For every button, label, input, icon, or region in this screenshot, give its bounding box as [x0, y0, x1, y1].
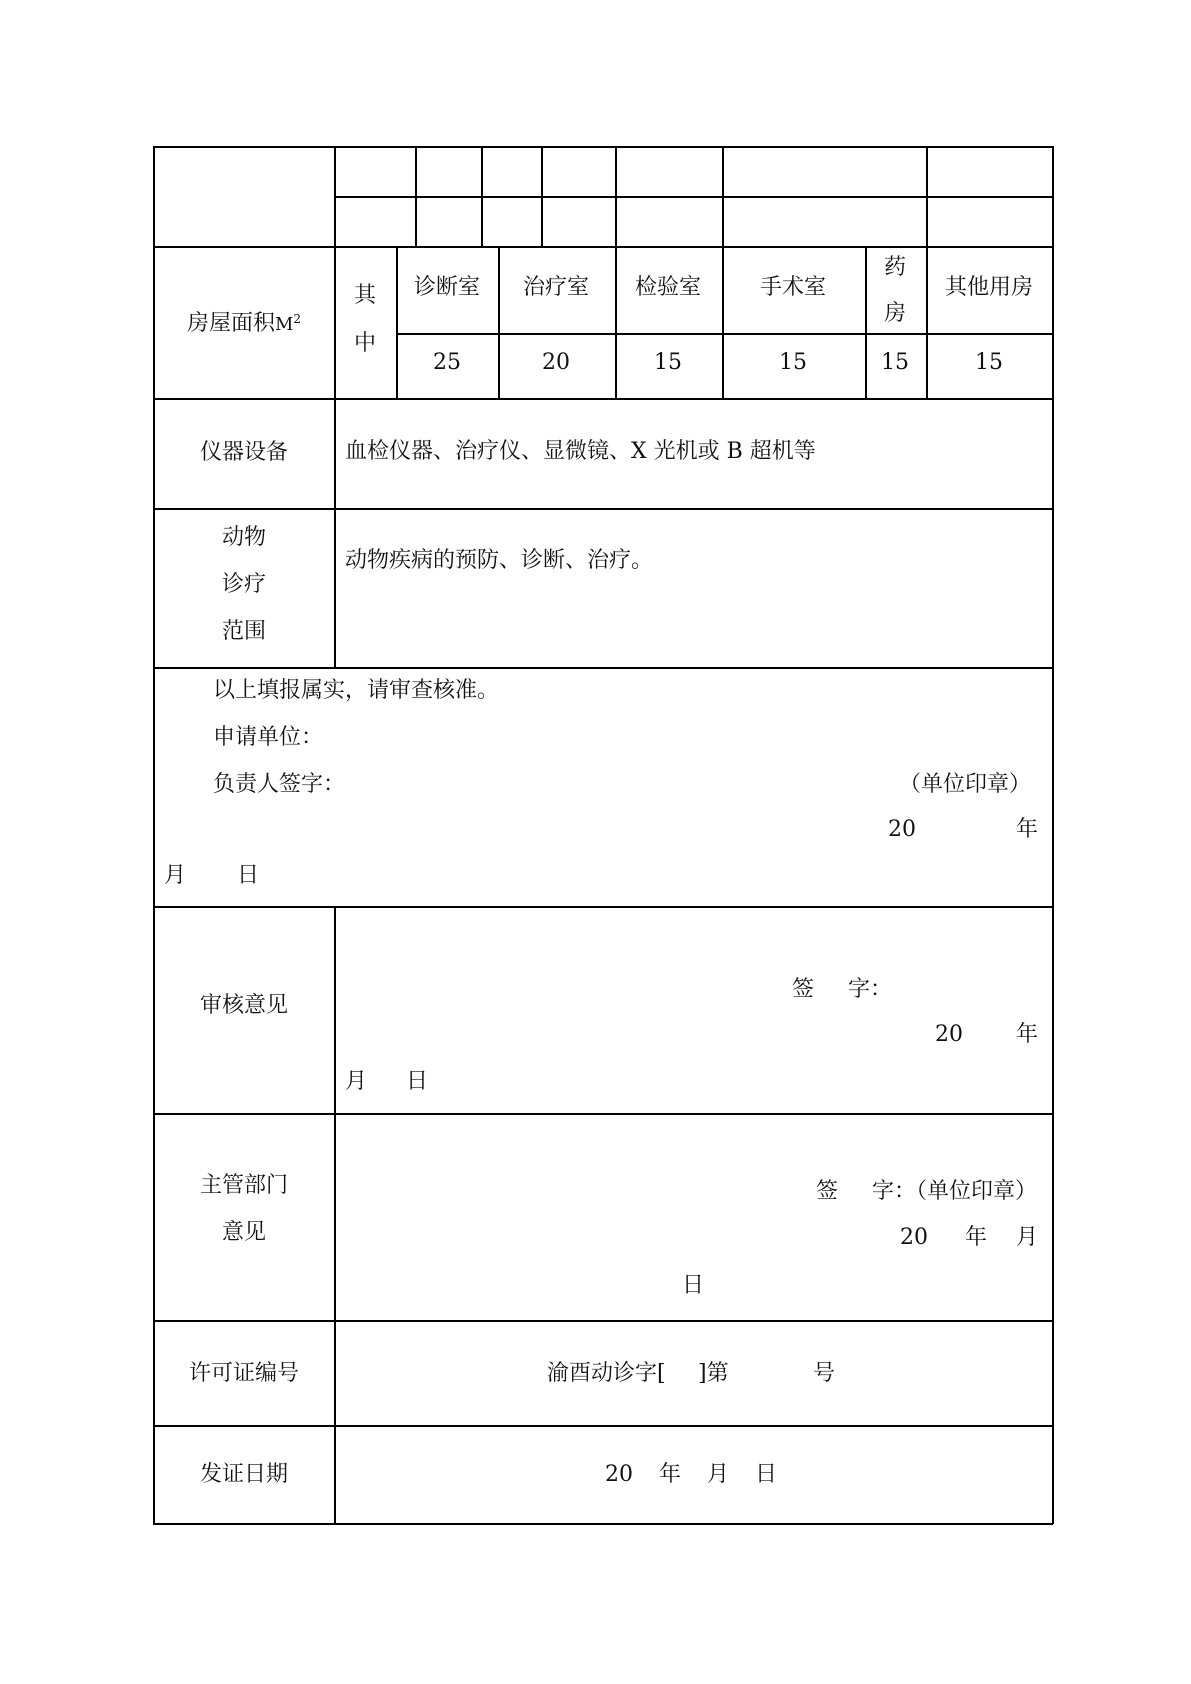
- scope-label-line2: 诊疗: [221, 572, 267, 597]
- scope-label-line3: 范围: [221, 619, 267, 644]
- table-border-left: [153, 146, 155, 1524]
- scope-row-top-line: [153, 508, 1053, 510]
- top-grid-line-6: [926, 146, 928, 246]
- authority-label-line1: 主管部门: [199, 1173, 289, 1198]
- room-header-diagnosis: 诊断室: [413, 275, 481, 300]
- area-col-line-2: [615, 246, 617, 398]
- area-col-line-4: [865, 246, 867, 398]
- area-unit-text: M: [274, 314, 294, 335]
- room-header-laboratory: 检验室: [634, 275, 702, 300]
- top-grid-line-2: [481, 146, 483, 246]
- equipment-row-top-line: [153, 398, 1053, 400]
- review-month: 月: [344, 1069, 368, 1094]
- authority-day: 日: [681, 1273, 705, 1298]
- issue-date-day: 日: [754, 1462, 778, 1487]
- area-col-line-3: [722, 246, 724, 398]
- top-grid-line-1: [415, 146, 417, 246]
- review-sign-suffix: 字：: [848, 977, 893, 1002]
- top-grid-line-5: [722, 146, 724, 246]
- area-col-line-1: [498, 246, 500, 398]
- room-value-diagnosis: 25: [433, 350, 461, 375]
- top-grid-mid-line: [334, 196, 1053, 198]
- declaration-year-prefix: 20: [888, 817, 916, 842]
- label-column-line-lower: [334, 906, 336, 1524]
- area-qi-char: 其: [353, 283, 377, 308]
- equipment-label: 仪器设备: [199, 440, 289, 465]
- top-grid-line-4: [615, 146, 617, 246]
- authority-sign-suffix: 字：（单位印章）: [872, 1179, 1038, 1204]
- area-label: [187, 305, 301, 339]
- authority-sign-char: 签: [815, 1179, 839, 1204]
- area-row-top-line: [153, 246, 1053, 248]
- declaration-responsible-signature: 负责人签字：: [213, 772, 346, 797]
- issue-date-month: 月: [706, 1462, 730, 1487]
- equipment-value: 血检仪器、治疗仪、显微镜、X 光机或 B 超机等: [345, 439, 816, 464]
- review-sign-char: 签: [791, 977, 815, 1002]
- permit-application-form: [153, 146, 1053, 1523]
- date-row-top-line: [153, 1425, 1053, 1427]
- license-suffix: 号: [813, 1361, 836, 1386]
- room-header-treatment: 治疗室: [522, 275, 590, 300]
- issue-date-year-prefix: 20: [605, 1462, 633, 1487]
- declaration-month: 月: [163, 863, 187, 888]
- authority-month: 月: [1015, 1225, 1039, 1250]
- room-value-treatment: 20: [542, 350, 570, 375]
- review-year: 年: [1015, 1022, 1039, 1047]
- area-zhong-char: 中: [353, 331, 377, 356]
- scope-label-line1: 动物: [221, 525, 267, 550]
- room-header-other: 其他用房: [944, 275, 1034, 300]
- review-day: 日: [405, 1069, 429, 1094]
- scope-value: 动物疾病的预防、诊断、治疗。: [345, 548, 654, 573]
- area-qizhong-line: [396, 246, 398, 398]
- declaration-applicant-unit: 申请单位：: [213, 725, 324, 750]
- authority-year-prefix: 20: [900, 1225, 928, 1250]
- room-value-laboratory: 15: [654, 350, 682, 375]
- room-value-surgery: 15: [779, 350, 807, 375]
- authority-row-top-line: [153, 1113, 1053, 1115]
- license-prefix: 渝酉动诊字[: [547, 1361, 666, 1386]
- table-border-right: [1052, 146, 1054, 1524]
- declaration-year: 年: [1015, 817, 1039, 842]
- room-header-pharmacy-top: 药: [883, 255, 907, 280]
- license-row-top-line: [153, 1320, 1053, 1322]
- declaration-seal: （单位印章）: [898, 772, 1031, 797]
- room-value-other: 15: [975, 350, 1003, 375]
- room-header-pharmacy-bottom: 房: [883, 301, 907, 326]
- review-label: 审核意见: [199, 993, 289, 1018]
- label-column-line-upper: [334, 146, 336, 668]
- area-subrow-line: [396, 333, 1053, 335]
- table-border-bottom: [153, 1523, 1053, 1525]
- declaration-row-top-line: [153, 667, 1053, 669]
- area-unit-superscript: 2: [293, 312, 302, 326]
- authority-label-line2: 意见: [221, 1220, 267, 1245]
- room-value-pharmacy: 15: [881, 350, 909, 375]
- declaration-statement: 以上填报属实，请审查核准。: [213, 678, 500, 703]
- license-bracket-close: ]第: [698, 1361, 729, 1386]
- top-grid-line-3: [541, 146, 543, 246]
- area-label-text: 房屋面积: [186, 311, 275, 336]
- review-year-prefix: 20: [935, 1022, 963, 1047]
- room-header-surgery: 手术室: [759, 275, 827, 300]
- issue-date-year: 年: [658, 1462, 682, 1487]
- license-label: 许可证编号: [188, 1361, 300, 1386]
- review-row-top-line: [153, 906, 1053, 908]
- table-border-top: [153, 146, 1053, 148]
- issue-date-label: 发证日期: [199, 1462, 289, 1487]
- declaration-day: 日: [236, 863, 260, 888]
- area-col-line-5: [926, 246, 928, 398]
- authority-year: 年: [964, 1225, 988, 1250]
